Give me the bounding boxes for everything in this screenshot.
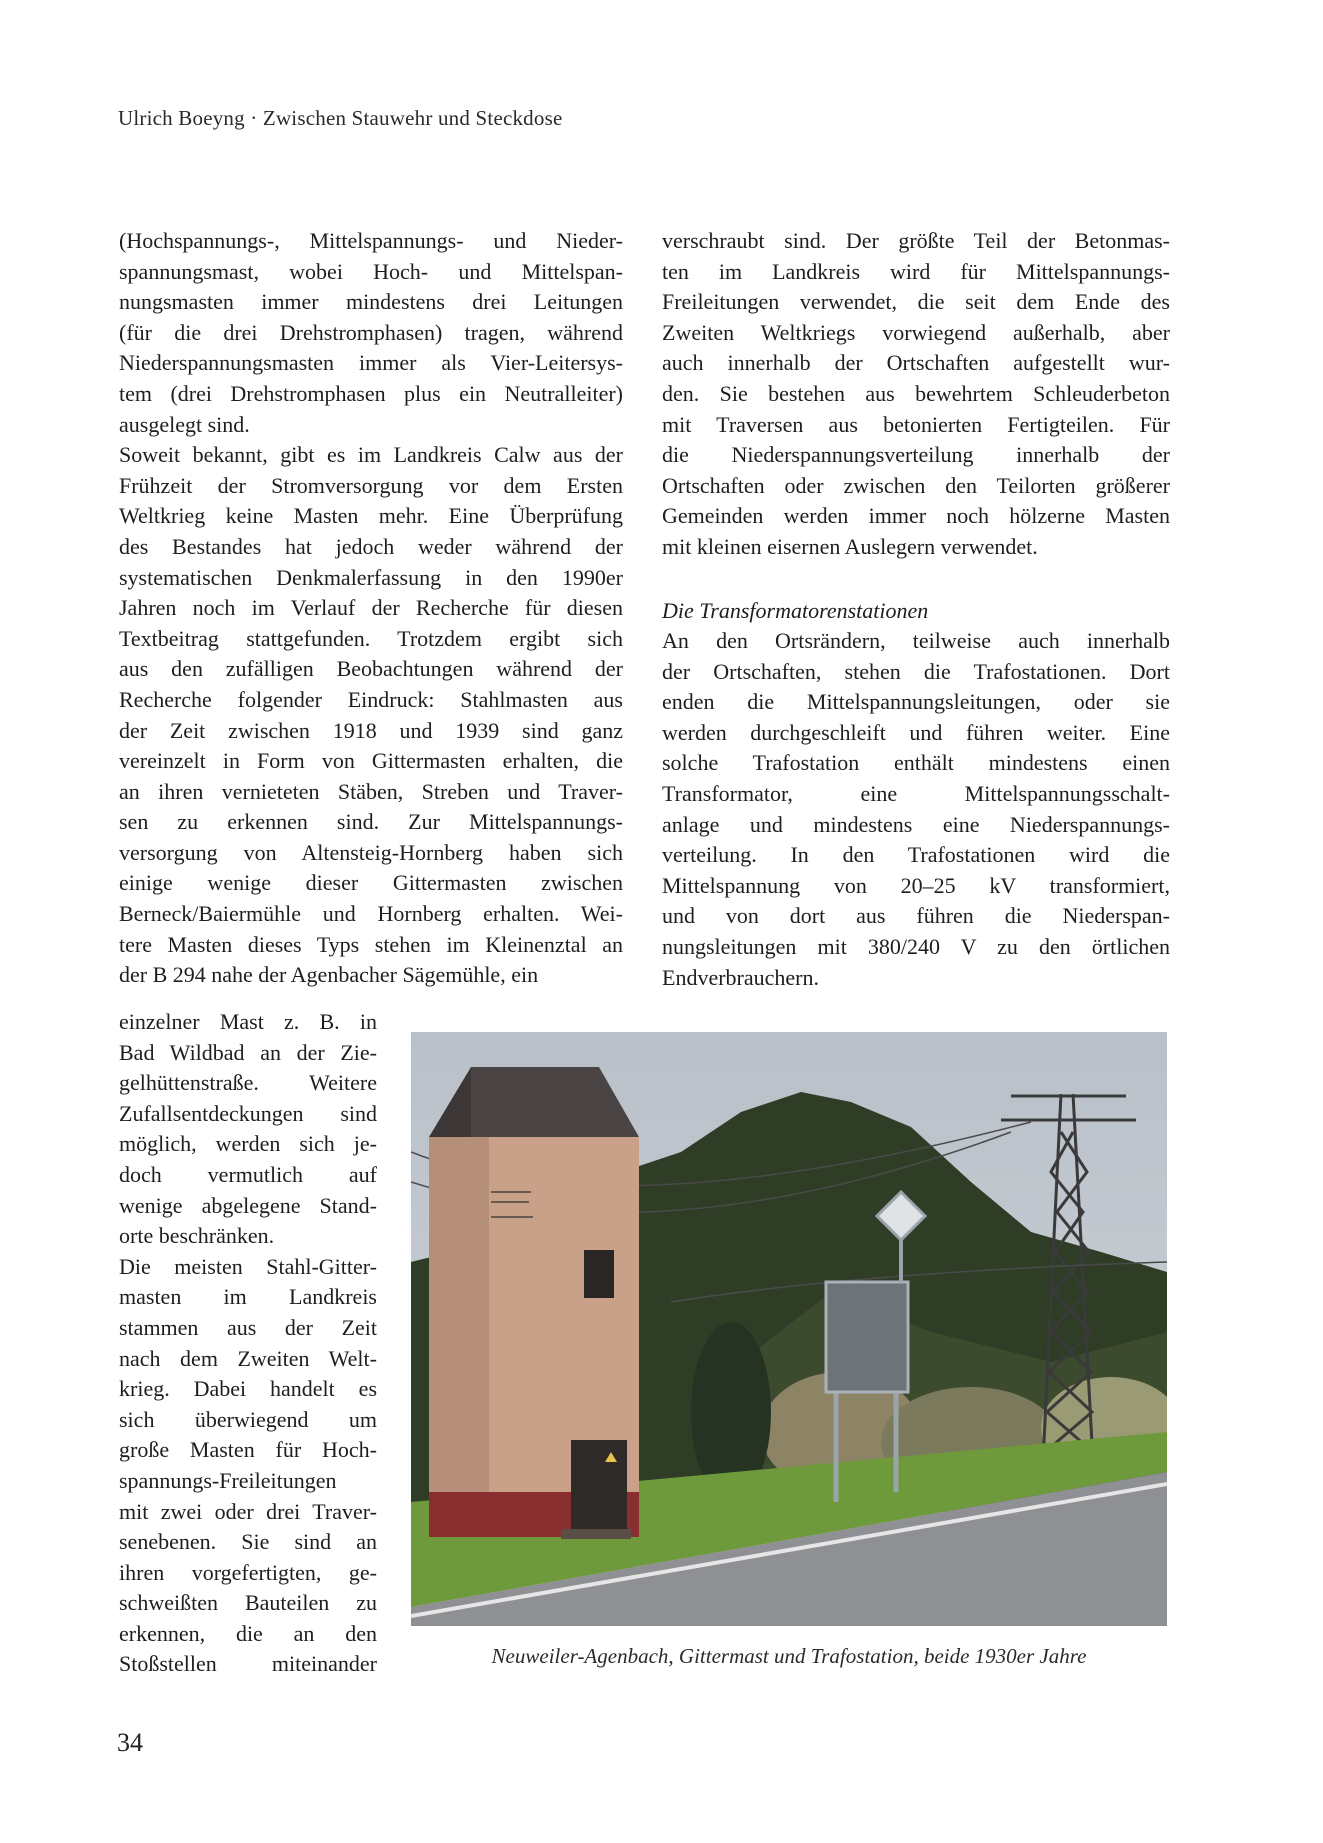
text-line: Freileitungen verwendet, die seit dem Ende des <box>662 289 1170 315</box>
section-heading: Die Transformatorenstationen <box>662 598 929 623</box>
text-line: den. Sie bestehen aus bewehrtem Schleuderbeton <box>662 380 1170 406</box>
text-line: Zweiten Weltkriegs vorwiegend außerhalb, aber <box>662 319 1170 345</box>
text-line: stammen aus der Zeit <box>119 1314 377 1340</box>
right-column-section <box>662 626 1170 993</box>
text-line: sen zu erkennen sind. Zur Mittelspannungs- <box>119 809 623 835</box>
text-line: Mittelspannung von 20–25 kV transformiert, <box>662 872 1170 898</box>
text-line: schweißten Bauteilen zu <box>119 1590 377 1616</box>
text-line: nungsmasten immer mindestens drei Leitungen <box>119 289 623 315</box>
text-line: Transformator, eine Mittelspannungsschalt- <box>662 780 1170 806</box>
text-line: Die meisten Stahl-Gitter- <box>119 1253 377 1279</box>
text-line: tem (drei Drehstromphasen plus ein Neutralleiter) <box>119 380 623 406</box>
text-line: mit zwei oder drei Traver- <box>119 1498 377 1524</box>
text-line: Gemeinden werden immer noch hölzerne Masten <box>662 503 1170 529</box>
text-line: mit Traversen aus betonierten Fertigteilen. Für <box>662 411 1170 437</box>
text-line: mit kleinen eisernen Auslegern verwendet. <box>662 533 1038 559</box>
photo-transformer-station <box>411 1032 1167 1626</box>
text-line: aus den zufälligen Beobachtungen während der <box>119 656 623 682</box>
text-line: verschraubt sind. Der größte Teil der Betonmas- <box>662 228 1170 253</box>
text-line: des Bestandes hat jedoch weder während der <box>119 533 623 559</box>
text-line: Niederspannungsmasten immer als Vier-Leitersys- <box>119 350 623 376</box>
photo-illustration <box>411 1032 1167 1626</box>
text-line: erkennen, die an den <box>119 1620 377 1646</box>
text-line: verteilung. In den Trafostationen wird die <box>662 842 1170 868</box>
text-line: einige wenige dieser Gittermasten zwischen <box>119 870 623 896</box>
text-line: Endverbrauchern. <box>662 964 819 990</box>
text-line: solche Trafostation enthält mindestens einen <box>662 750 1170 776</box>
text-line: auch innerhalb der Ortschaften aufgestellt wur- <box>662 350 1170 376</box>
text-line: der B 294 nahe der Agenbacher Sägemühle, ein <box>119 962 539 988</box>
text-line: orte beschränken. <box>119 1223 275 1249</box>
text-line: ausgelegt sind. <box>119 411 250 437</box>
text-line: Soweit bekannt, gibt es im Landkreis Calw aus der <box>119 442 623 468</box>
text-line: sich überwiegend um <box>119 1406 377 1432</box>
text-line: senebenen. Sie sind an <box>119 1529 377 1555</box>
text-line: anlage und mindestens eine Niederspannungs- <box>662 811 1170 837</box>
text-line: vereinzelt in Form von Gittermasten erhalten, die <box>119 748 623 774</box>
text-line: einzelner Mast z. B. in <box>119 1009 377 1034</box>
text-line: Jahren noch im Verlauf der Recherche für diesen <box>119 595 623 621</box>
text-line: (für die drei Drehstromphasen) tragen, während <box>119 319 623 345</box>
text-line: Bad Wildbad an der Zie- <box>119 1039 377 1065</box>
text-line: an ihren vernieteten Stäben, Streben und Traver- <box>119 778 623 804</box>
text-line: Zufallsentdeckungen sind <box>119 1100 377 1126</box>
page-number: 34 <box>117 1728 143 1757</box>
text-line: und von dort aus führen die Niederspan- <box>662 903 1170 929</box>
text-line: Recherche folgender Eindruck: Stahlmasten aus <box>119 686 623 712</box>
text-line: Berneck/Baiermühle und Hornberg erhalten. Wei- <box>119 901 623 927</box>
text-line: enden die Mittelspannungsleitungen, oder sie <box>662 689 1170 715</box>
text-line: spannungsmast, wobei Hoch- und Mittelspan- <box>119 258 623 284</box>
running-header: Ulrich Boeyng · Zwischen Stauwehr und Steckdose <box>118 106 563 130</box>
text-line: versorgung von Altensteig-Hornberg haben sich <box>119 839 623 865</box>
right-column <box>662 226 1170 563</box>
text-line: masten im Landkreis <box>119 1284 377 1310</box>
text-line: ten im Landkreis wird für Mittelspannungs- <box>662 258 1170 284</box>
text-line: (Hochspannungs-, Mittelspannungs- und Nieder- <box>119 228 623 253</box>
text-line: wenige abgelegene Stand- <box>119 1192 377 1218</box>
text-line: tere Masten dieses Typs stehen im Kleinenztal an <box>119 931 623 957</box>
text-line: krieg. Dabei handelt es <box>119 1376 377 1402</box>
text-line: Frühzeit der Stromversorgung vor dem Ersten <box>119 472 623 498</box>
text-line: nach dem Zweiten Welt- <box>119 1345 377 1371</box>
left-column <box>119 226 623 991</box>
text-line: doch vermutlich auf <box>119 1161 377 1187</box>
text-line: werden durchgeschleift und führen weiter. Eine <box>662 719 1170 745</box>
text-line: möglich, werden sich je- <box>119 1131 377 1157</box>
text-line: der Ortschaften, stehen die Trafostationen. Dort <box>662 658 1170 684</box>
text-line: Ortschaften oder zwischen den Teilorten größerer <box>662 472 1170 498</box>
photo-caption: Neuweiler-Agenbach, Gittermast und Trafostation, beide 1930er Jahre <box>491 1644 1087 1668</box>
text-line: große Masten für Hoch- <box>119 1437 377 1463</box>
text-line: Textbeitrag stattgefunden. Trotzdem ergibt sich <box>119 625 623 651</box>
text-line: ihren vorgefertigten, ge- <box>119 1559 377 1585</box>
text-line: Weltkrieg keine Masten mehr. Eine Überprüfung <box>119 503 623 529</box>
text-line: An den Ortsrändern, teilweise auch innerhalb <box>662 628 1170 653</box>
text-line: die Niederspannungsverteilung innerhalb der <box>662 442 1170 468</box>
text-line: nungsleitungen mit 380/240 V zu den örtlichen <box>662 933 1170 959</box>
left-column-narrow <box>119 1007 377 1680</box>
text-line: systematischen Denkmalerfassung in den 1990er <box>119 564 623 590</box>
text-line: Stoßstellen miteinander <box>119 1651 377 1677</box>
text-line: der Zeit zwischen 1918 und 1939 sind ganz <box>119 717 623 743</box>
text-line: spannungs-Freileitungen <box>119 1467 337 1493</box>
text-line: gelhüttenstraße. Weitere <box>119 1070 377 1096</box>
